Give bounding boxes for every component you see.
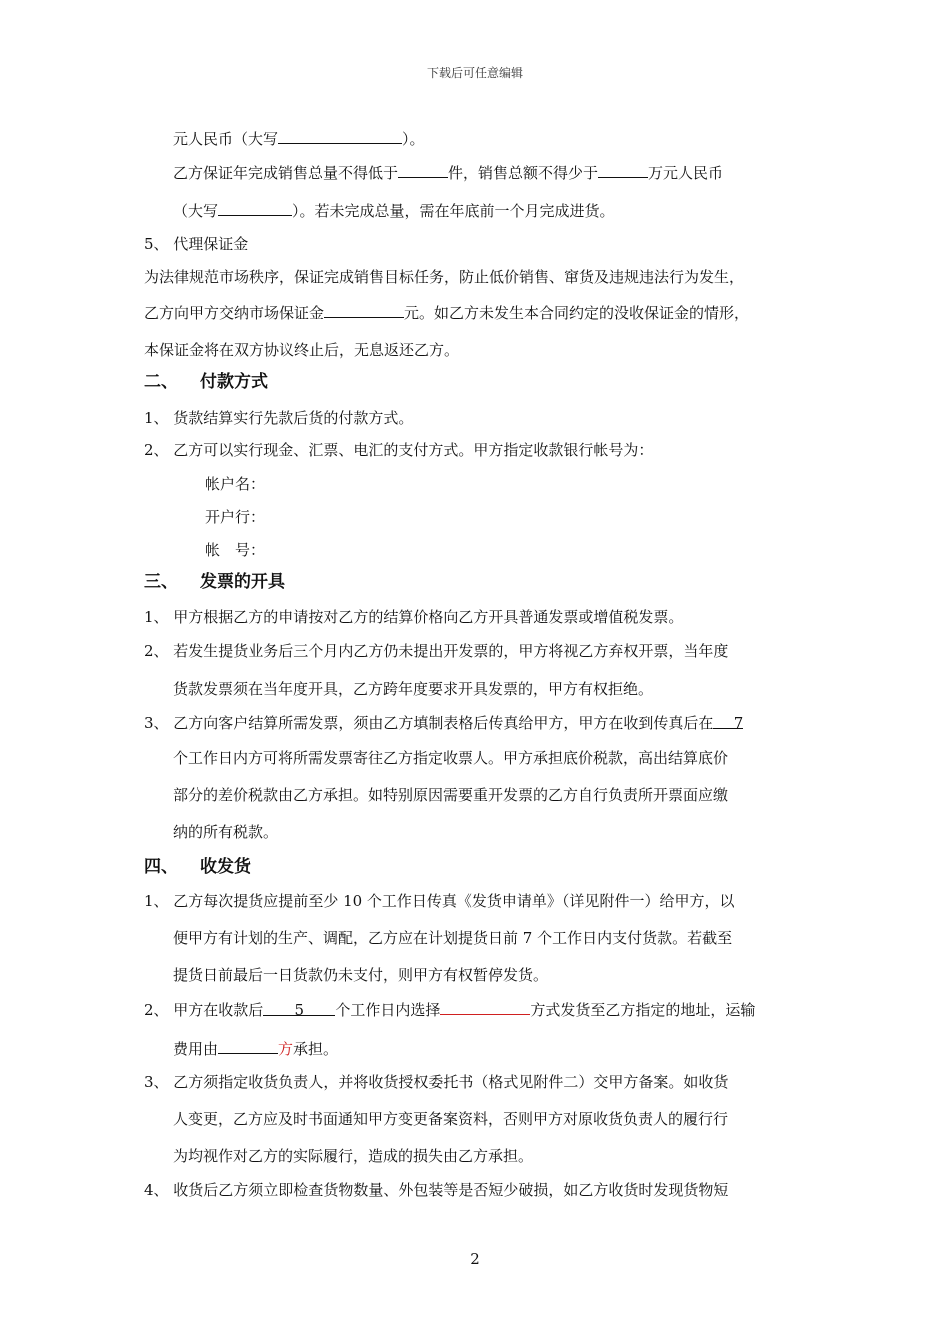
text-line: 纳的所有税款。 <box>173 823 279 841</box>
list-item: 3、 乙方须指定收货负责人，并将收货授权委托书（格式见附件二）交甲方备案。如收货 <box>144 1073 729 1091</box>
blank-field <box>398 162 448 178</box>
text-line: 乙方保证年完成销售总量不得低于 件，销售总额不得少于 万元人民币 <box>173 164 724 182</box>
text-line: 货款发票须在当年度开具，乙方跨年度要求开具发票的，甲方有权拒绝。 <box>173 680 654 698</box>
account-number-label: 帐 号： <box>205 541 266 559</box>
section-heading: 二、 付款方式 <box>144 372 268 392</box>
section-heading: 三、 发票的开具 <box>144 572 285 592</box>
blank-field <box>218 1038 278 1054</box>
text-line: 提货日前最后一日货款仍未支付，则甲方有权暂停发货。 <box>173 966 549 984</box>
list-item: 2、 甲方在收款后 5 个工作日内选择 方式发货至乙方指定的地址，运输 <box>144 1001 756 1019</box>
blank-field <box>278 128 402 144</box>
text-line: 部分的差价税款由乙方承担。如特别原因需要重开发票的乙方自行负责所开票面应缴 <box>173 786 729 804</box>
section-heading: 四、 收发货 <box>144 857 251 877</box>
bank-label: 开户行： <box>205 508 266 526</box>
text-line: 本保证金将在双方协议终止后，无息返还乙方。 <box>144 341 460 359</box>
list-item: 2、 乙方可以实行现金、汇票、电汇的支付方式。甲方指定收款银行帐号为： <box>144 441 654 459</box>
text-line: 便甲方有计划的生产、调配，乙方应在计划提货日前 7 个工作日内支付货款。若截至 <box>173 929 733 947</box>
list-item: 1、 乙方每次提货应提前至少 10 个工作日传真《发货申请单》（详见附件一）给甲方，以 <box>144 892 735 910</box>
list-item: 1、 货款结算实行先款后货的付款方式。 <box>144 409 414 427</box>
page-header: 下载后可任意编辑 <box>426 66 523 80</box>
blank-field <box>440 999 530 1015</box>
list-item: 1、 甲方根据乙方的申请按对乙方的结算价格向乙方开具普通发票或增值税发票。 <box>144 608 684 626</box>
account-name-label: 帐户名： <box>205 475 266 493</box>
blank-field <box>324 302 404 318</box>
blank-field: 7 <box>713 713 743 729</box>
text-line: 为均视作对乙方的实际履行，造成的损失由乙方承担。 <box>173 1147 534 1165</box>
text-line: 个工作日内方可将所需发票寄往乙方指定收票人。甲方承担底价税款，高出结算底价 <box>173 749 729 767</box>
text-line: 元人民币（大写 ）。 <box>173 130 425 148</box>
text-line: 为法律规范市场秩序，保证完成销售目标任务，防止低价销售、窜货及违规违法行为发生， <box>144 268 745 286</box>
blank-field <box>218 200 292 216</box>
blank-field: 5 <box>263 1000 335 1016</box>
text-line: 费用由 方承担。 <box>173 1040 339 1058</box>
section-item: 5、 代理保证金 <box>144 235 249 253</box>
list-item: 3、 乙方向客户结算所需发票，须由乙方填制表格后传真给甲方，甲方在收到传真后在 7 <box>144 714 744 732</box>
list-item: 4、 收货后乙方须立即检查货物数量、外包装等是否短少破损，如乙方收货时发现货物短 <box>144 1181 729 1199</box>
text-line: （大写 ）。若未完成总量，需在年底前一个月完成进货。 <box>173 202 615 220</box>
text-line: 乙方向甲方交纳市场保证金 元。如乙方未发生本合同约定的没收保证金的情形， <box>144 304 750 322</box>
text-line: 人变更，乙方应及时书面通知甲方变更备案资料，否则甲方对原收货负责人的履行行 <box>173 1110 729 1128</box>
list-item: 2、 若发生提货业务后三个月内乙方仍未提出开发票的，甲方将视乙方弃权开票，当年度 <box>144 642 729 660</box>
blank-field <box>598 162 648 178</box>
page-number: 2 <box>470 1250 480 1268</box>
